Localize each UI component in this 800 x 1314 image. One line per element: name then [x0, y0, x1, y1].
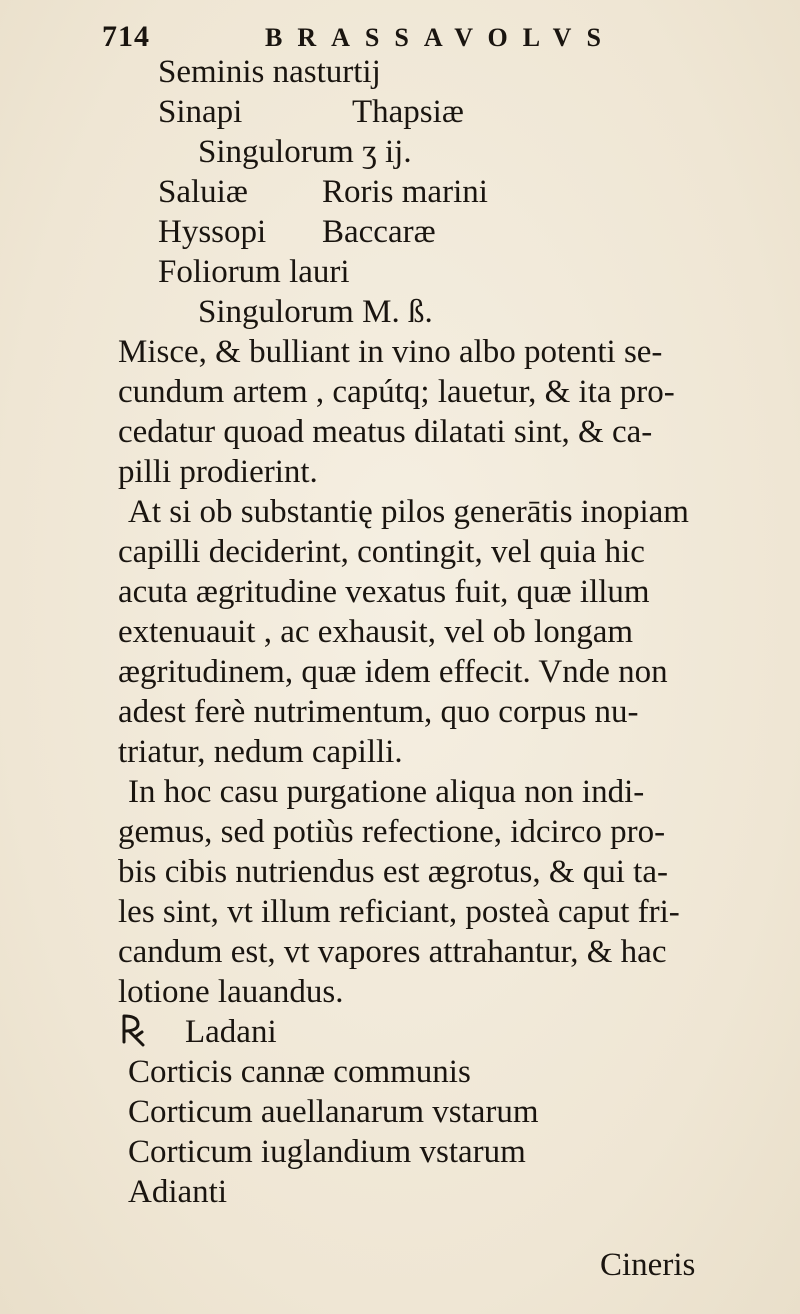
- paragraph-line: les sint, vt illum reficiant, posteà caput fri-: [118, 894, 680, 930]
- paragraph-line: ægritudinem, quæ idem effecit. Vnde non: [118, 654, 668, 690]
- recipe2-line: Corticum iuglandium vstarum: [128, 1134, 526, 1170]
- paragraph-line: adest ferè nutrimentum, quo corpus nu-: [118, 694, 639, 730]
- recipe2-line: Ladani: [185, 1014, 277, 1050]
- recipe2-line: Adianti: [128, 1174, 227, 1210]
- page-number: 714: [102, 20, 150, 53]
- paragraph-line: bis cibis nutriendus est ægrotus, & qui ta-: [118, 854, 668, 890]
- recipe1-line: Foliorum lauri: [158, 254, 350, 290]
- running-head: BRASSAVOLVS: [265, 23, 616, 52]
- rx-icon: [118, 1012, 148, 1048]
- paragraph-line: Misce, & bulliant in vino albo potenti se-: [118, 334, 663, 370]
- paragraph-line: In hoc casu purgatione aliqua non indi-: [128, 774, 645, 810]
- paragraph-line: acuta ægritudine vexatus fuit, quæ illum: [118, 574, 650, 610]
- recipe1-line: Sinapi: [158, 94, 243, 130]
- paragraph-line: At si ob substantię pilos generātis inopiam: [128, 494, 689, 530]
- recipe1-line: Singulorum ʒ ij.: [198, 134, 412, 170]
- paragraph-line: lotione lauandus.: [118, 974, 344, 1010]
- paragraph-line: triatur, nedum capilli.: [118, 734, 403, 770]
- recipe1-line: Saluiæ: [158, 174, 248, 210]
- paragraph-line: capilli deciderint, contingit, vel quia hic: [118, 534, 645, 570]
- paragraph-line: gemus, sed potiùs refectione, idcirco pro-: [118, 814, 666, 850]
- recipe2-line: Corticum auellanarum vstarum: [128, 1094, 539, 1130]
- paragraph-line: pilli prodierint.: [118, 454, 318, 490]
- paragraph-line: cundum artem , capútq; lauetur, & ita pro-: [118, 374, 675, 410]
- catchword: Cineris: [600, 1247, 696, 1283]
- recipe1-line: Seminis nasturtij: [158, 54, 381, 90]
- recipe2-line: Corticis cannæ communis: [128, 1054, 471, 1090]
- recipe1-line: Hyssopi: [158, 214, 267, 250]
- recipe1-line: Baccaræ: [322, 214, 436, 250]
- paragraph-line: extenuauit , ac exhausit, vel ob longam: [118, 614, 634, 650]
- recipe1-line: Roris marini: [322, 174, 488, 210]
- paragraph-line: candum est, vt vapores attrahantur, & hac: [118, 934, 667, 970]
- paragraph-line: cedatur quoad meatus dilatati sint, & ca-: [118, 414, 653, 450]
- recipe1-line: Singulorum M. ß.: [198, 294, 433, 330]
- recipe1-line: Thapsiæ: [352, 94, 464, 130]
